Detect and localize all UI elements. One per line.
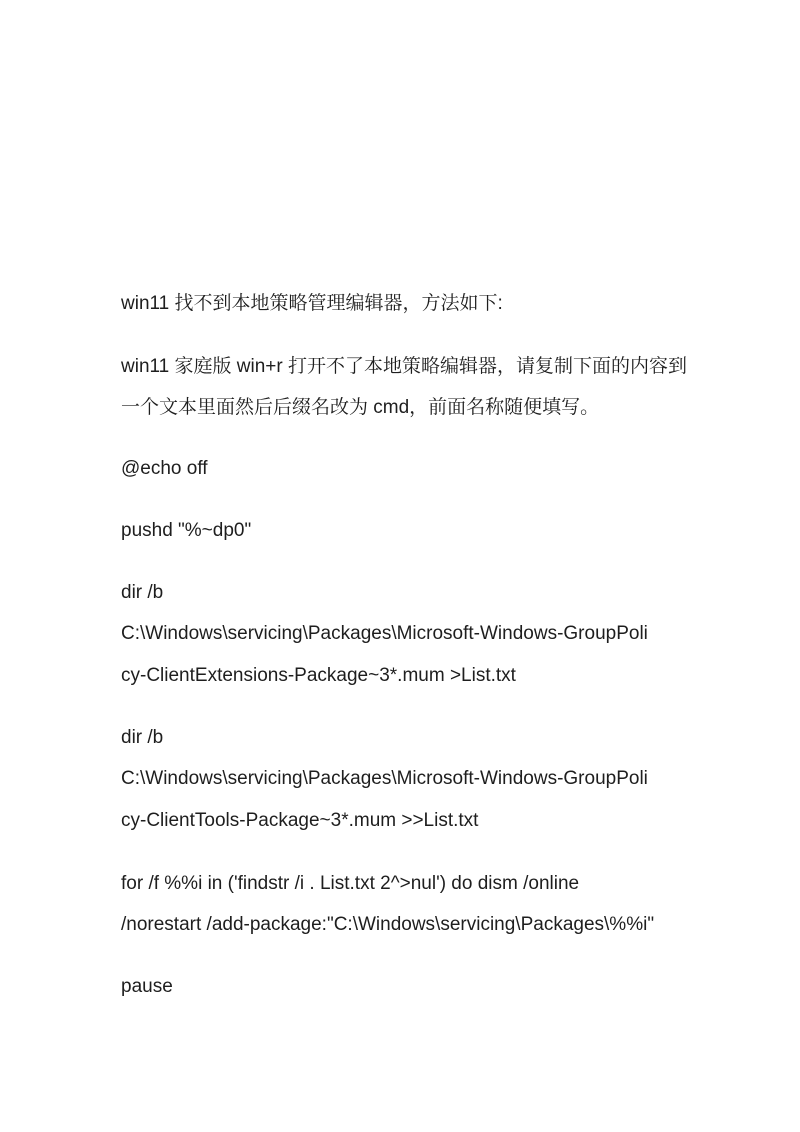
script-line-pushd: pushd "%~dp0" (121, 520, 252, 541)
script-line-pause: pause (121, 976, 173, 997)
script-line-dir-1-path-a: C:\Windows\servicing\Packages\Microsoft-Windows-GroupPoli (121, 623, 648, 644)
script-line-dir-1-path-b: cy-ClientExtensions-Package~3*.mum >List.txt (121, 665, 516, 686)
intro-line-1: win11 家庭版 win+r 打开不了本地策略编辑器，请复制下面的内容到 (121, 356, 688, 377)
script-line-for-loop-a: for /f %%i in ('findstr /i . List.txt 2^>nul') do dism /online (121, 873, 580, 894)
script-line-for-loop-b: /norestart /add-package:"C:\Windows\servicing\Packages\%%i" (121, 914, 655, 935)
intro-line-2: 一个文本里面然后后缀名改为 cmd，前面名称随便填写。 (121, 397, 600, 418)
script-line-dir-2-path-a: C:\Windows\servicing\Packages\Microsoft-Windows-GroupPoli (121, 768, 648, 789)
document-title: win11 找不到本地策略管理编辑器，方法如下: (121, 293, 503, 314)
script-line-echo-off: @echo off (121, 458, 208, 479)
script-line-dir-2: dir /b (121, 727, 164, 748)
script-line-dir-2-path-b: cy-ClientTools-Package~3*.mum >>List.txt (121, 810, 479, 831)
script-line-dir-1: dir /b (121, 582, 164, 603)
